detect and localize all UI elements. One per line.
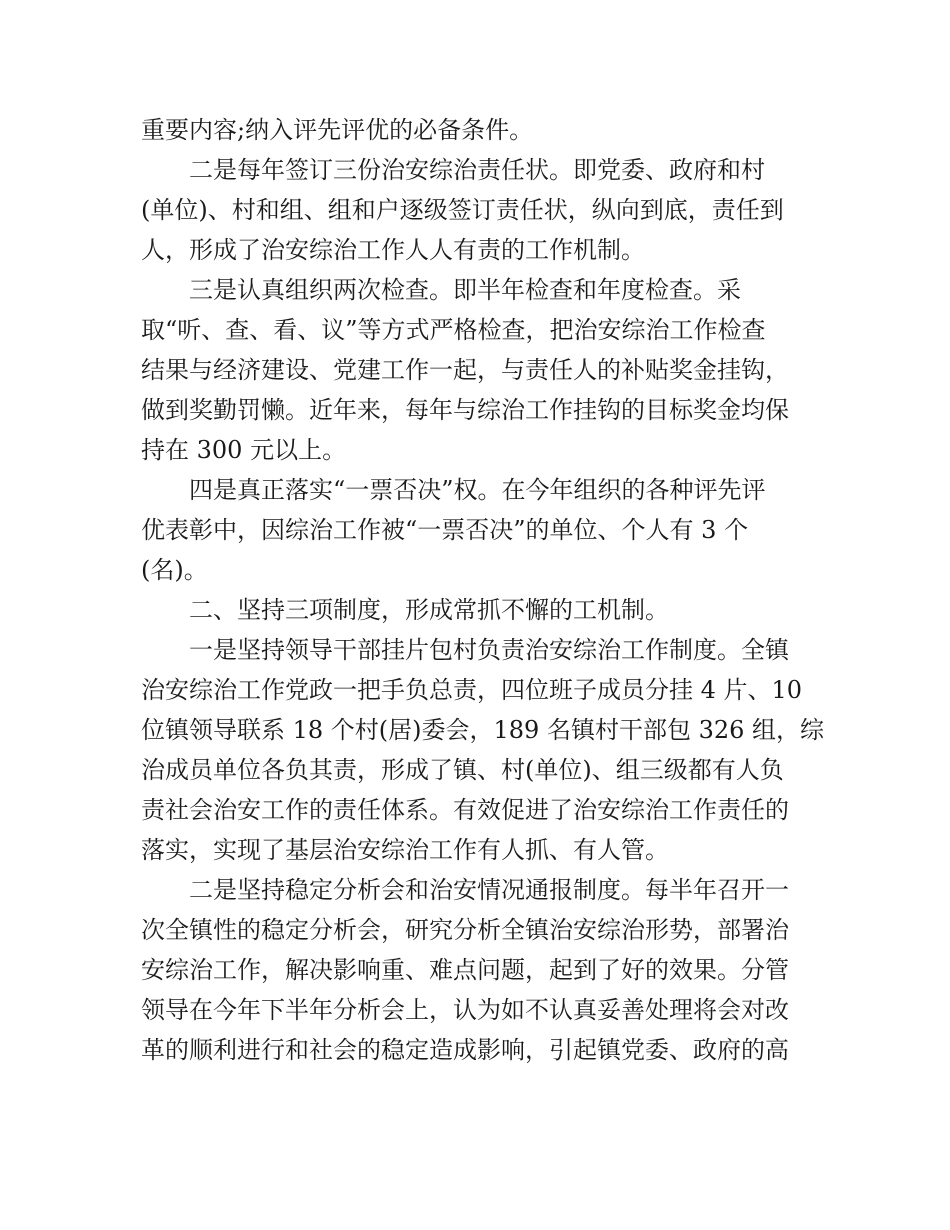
paragraph-start-line: 三是认真组织两次检查。即半年检查和年度检查。采	[189, 276, 741, 304]
text-line: 取“听、查、看、议”等方式严格检查，把治安综治工作检查	[141, 316, 766, 344]
text-line: 治安综治工作党政一把手负总责，四位班子成员分挂 4 片、10	[141, 676, 803, 704]
text-line: 责社会治安工作的责任体系。有效促进了治安综治工作责任的	[141, 796, 789, 824]
text-line: (单位)、村和组、组和户逐级签订责任状，纵向到底，责任到	[141, 196, 784, 224]
text-line: 重要内容;纳入评先评优的必备条件。	[141, 116, 534, 144]
text-line: (名)。	[141, 556, 208, 584]
text-line: 革的顺利进行和社会的稳定造成影响，引起镇党委、政府的高	[141, 1036, 789, 1064]
text-line: 落实，实现了基层治安综治工作有人抓、有人管。	[141, 836, 669, 864]
text-line: 结果与经济建设、党建工作一起，与责任人的补贴奖金挂钩，	[141, 356, 789, 384]
text-line: 治成员单位各负其责，形成了镇、村(单位)、组三级都有人负	[141, 756, 784, 784]
text-line: 做到奖勤罚懒。近年来，每年与综治工作挂钩的目标奖金均保	[141, 396, 789, 424]
text-line: 人，形成了治安综治工作人人有责的工作机制。	[141, 236, 645, 264]
text-line: 优表彰中，因综治工作被“一票否决”的单位、个人有 3 个	[141, 516, 749, 544]
section-heading: 二、坚持三项制度，形成常抓不懈的工机制。	[189, 596, 669, 624]
text-line: 领导在今年下半年分析会上，认为如不认真妥善处理将会对改	[141, 996, 789, 1024]
paragraph-start-line: 二是每年签订三份治安综治责任状。即党委、政府和村	[189, 156, 765, 184]
text-line: 位镇领导联系 18 个村(居)委会，189 名镇村干部包 326 组，综	[141, 716, 825, 744]
text-line: 安综治工作，解决影响重、难点问题，起到了好的效果。分管	[141, 956, 789, 984]
text-line: 次全镇性的稳定分析会，研究分析全镇治安综治形势，部署治	[141, 916, 789, 944]
paragraph-start-line: 一是坚持领导干部挂片包村负责治安综治工作制度。全镇	[189, 636, 789, 664]
paragraph-start-line: 二是坚持稳定分析会和治安情况通报制度。每半年召开一	[189, 876, 789, 904]
paragraph-start-line: 四是真正落实“一票否决”权。在今年组织的各种评先评	[189, 476, 766, 504]
text-line: 持在 300 元以上。	[141, 436, 347, 464]
document-body	[141, 110, 825, 1070]
